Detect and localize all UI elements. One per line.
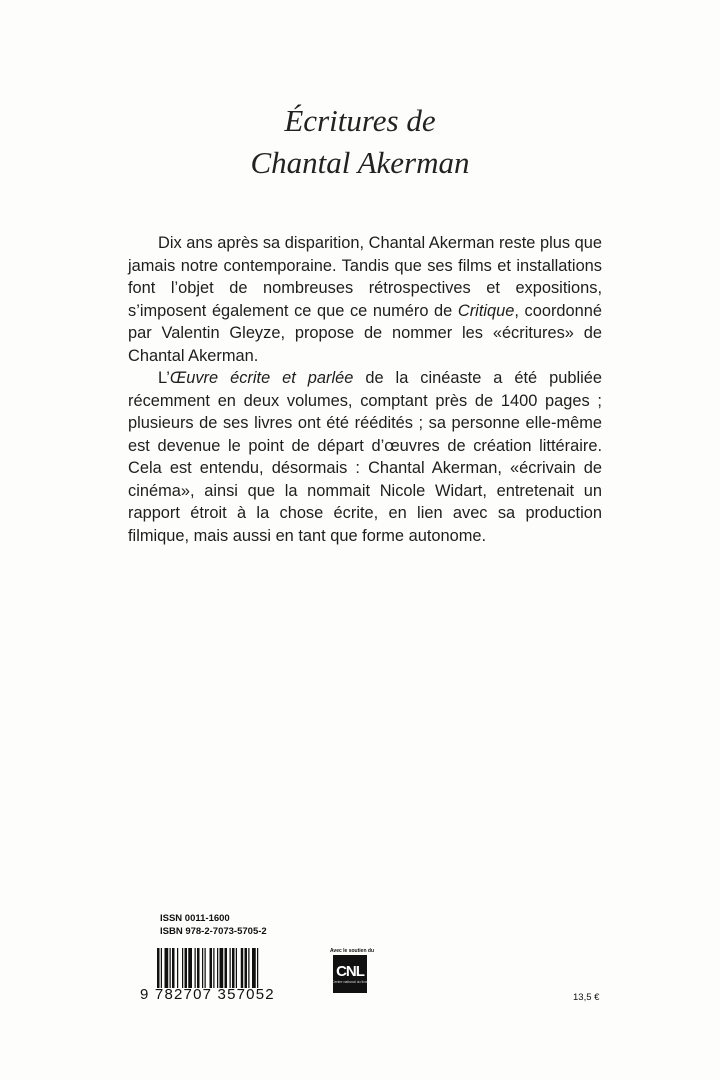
barcode-bars bbox=[157, 948, 287, 990]
barcode-bar bbox=[185, 948, 188, 988]
paragraph-2: L’Œuvre écrite et parlée de la cinéaste a été publiée récemment en deux volumes, comptant près de 1400 pages ; plusieurs de ses livres ont été réédités ; sa personne elle-même est devenue le point de départ d’œuvres de création littéraire. Cela est entendu, désormais : Chantal Akerman, «écrivain de cinéma», ainsi que la nommait Nicole Widart, entretenait un rapport étroit à la chose écrite, en lien avec sa production filmique, mais aussi en tant que forme autonome. bbox=[128, 369, 603, 545]
barcode-bar bbox=[157, 948, 160, 988]
barcode-bar bbox=[205, 948, 206, 988]
back-cover-text bbox=[128, 232, 602, 547]
book-title bbox=[0, 100, 720, 184]
paragraph-1: Dix ans après sa disparition, Chantal Akerman reste plus que jamais notre contemporaine. Tandis que ses films et installations font l’objet de nombreuses rétrospectives et expositions, s’imposent également ce que ce numéro de Critique, coordonné par Valentin Gleyze, propose de nommer les «écritures» de Chantal Akerman. bbox=[128, 234, 602, 365]
barcode-bar bbox=[170, 948, 171, 988]
title-line-1: Écritures de bbox=[284, 103, 436, 138]
cnl-support-text: Avec le soutien du bbox=[330, 948, 374, 954]
barcode-digits: 9 782707 357052 bbox=[140, 986, 275, 1003]
cnl-subtitle: Centre national du livre bbox=[332, 980, 368, 984]
journal-name: Critique bbox=[457, 301, 515, 320]
barcode-bar bbox=[230, 948, 231, 988]
title-line-2: Chantal Akerman bbox=[250, 145, 470, 180]
issn: ISSN 0011-1600 bbox=[160, 913, 230, 924]
barcode-bar bbox=[197, 948, 200, 988]
cnl-wordmark: CNL bbox=[336, 963, 364, 980]
barcode-bar bbox=[195, 948, 196, 988]
isbn: ISBN 978-2-7073-5705-2 bbox=[160, 926, 267, 937]
cnl-badge bbox=[333, 955, 367, 993]
barcode-bar bbox=[172, 948, 175, 988]
barcode-bar bbox=[252, 948, 256, 988]
identifiers bbox=[160, 912, 267, 938]
barcode-bar bbox=[165, 948, 169, 988]
barcode-bar bbox=[161, 948, 162, 988]
barcode-bar bbox=[236, 948, 237, 988]
barcode-bar bbox=[220, 948, 224, 988]
price: 13,5 € bbox=[573, 992, 600, 1003]
barcode-bar bbox=[248, 948, 249, 988]
barcode-bar bbox=[177, 948, 178, 988]
barcode-bar bbox=[245, 948, 248, 988]
cnl-logo bbox=[330, 948, 372, 1000]
barcode-bar bbox=[241, 948, 244, 988]
barcode-bar bbox=[210, 948, 213, 988]
barcode-bar bbox=[217, 948, 218, 988]
work-title: Œuvre écrite et parlée bbox=[169, 369, 354, 387]
barcode bbox=[140, 948, 290, 1008]
barcode-bar bbox=[225, 948, 228, 988]
barcode-bar bbox=[182, 948, 183, 988]
barcode-bar bbox=[202, 948, 203, 988]
barcode-bar bbox=[188, 948, 192, 988]
barcode-bar bbox=[232, 948, 235, 988]
barcode-bar bbox=[257, 948, 258, 988]
barcode-bar bbox=[213, 948, 214, 988]
